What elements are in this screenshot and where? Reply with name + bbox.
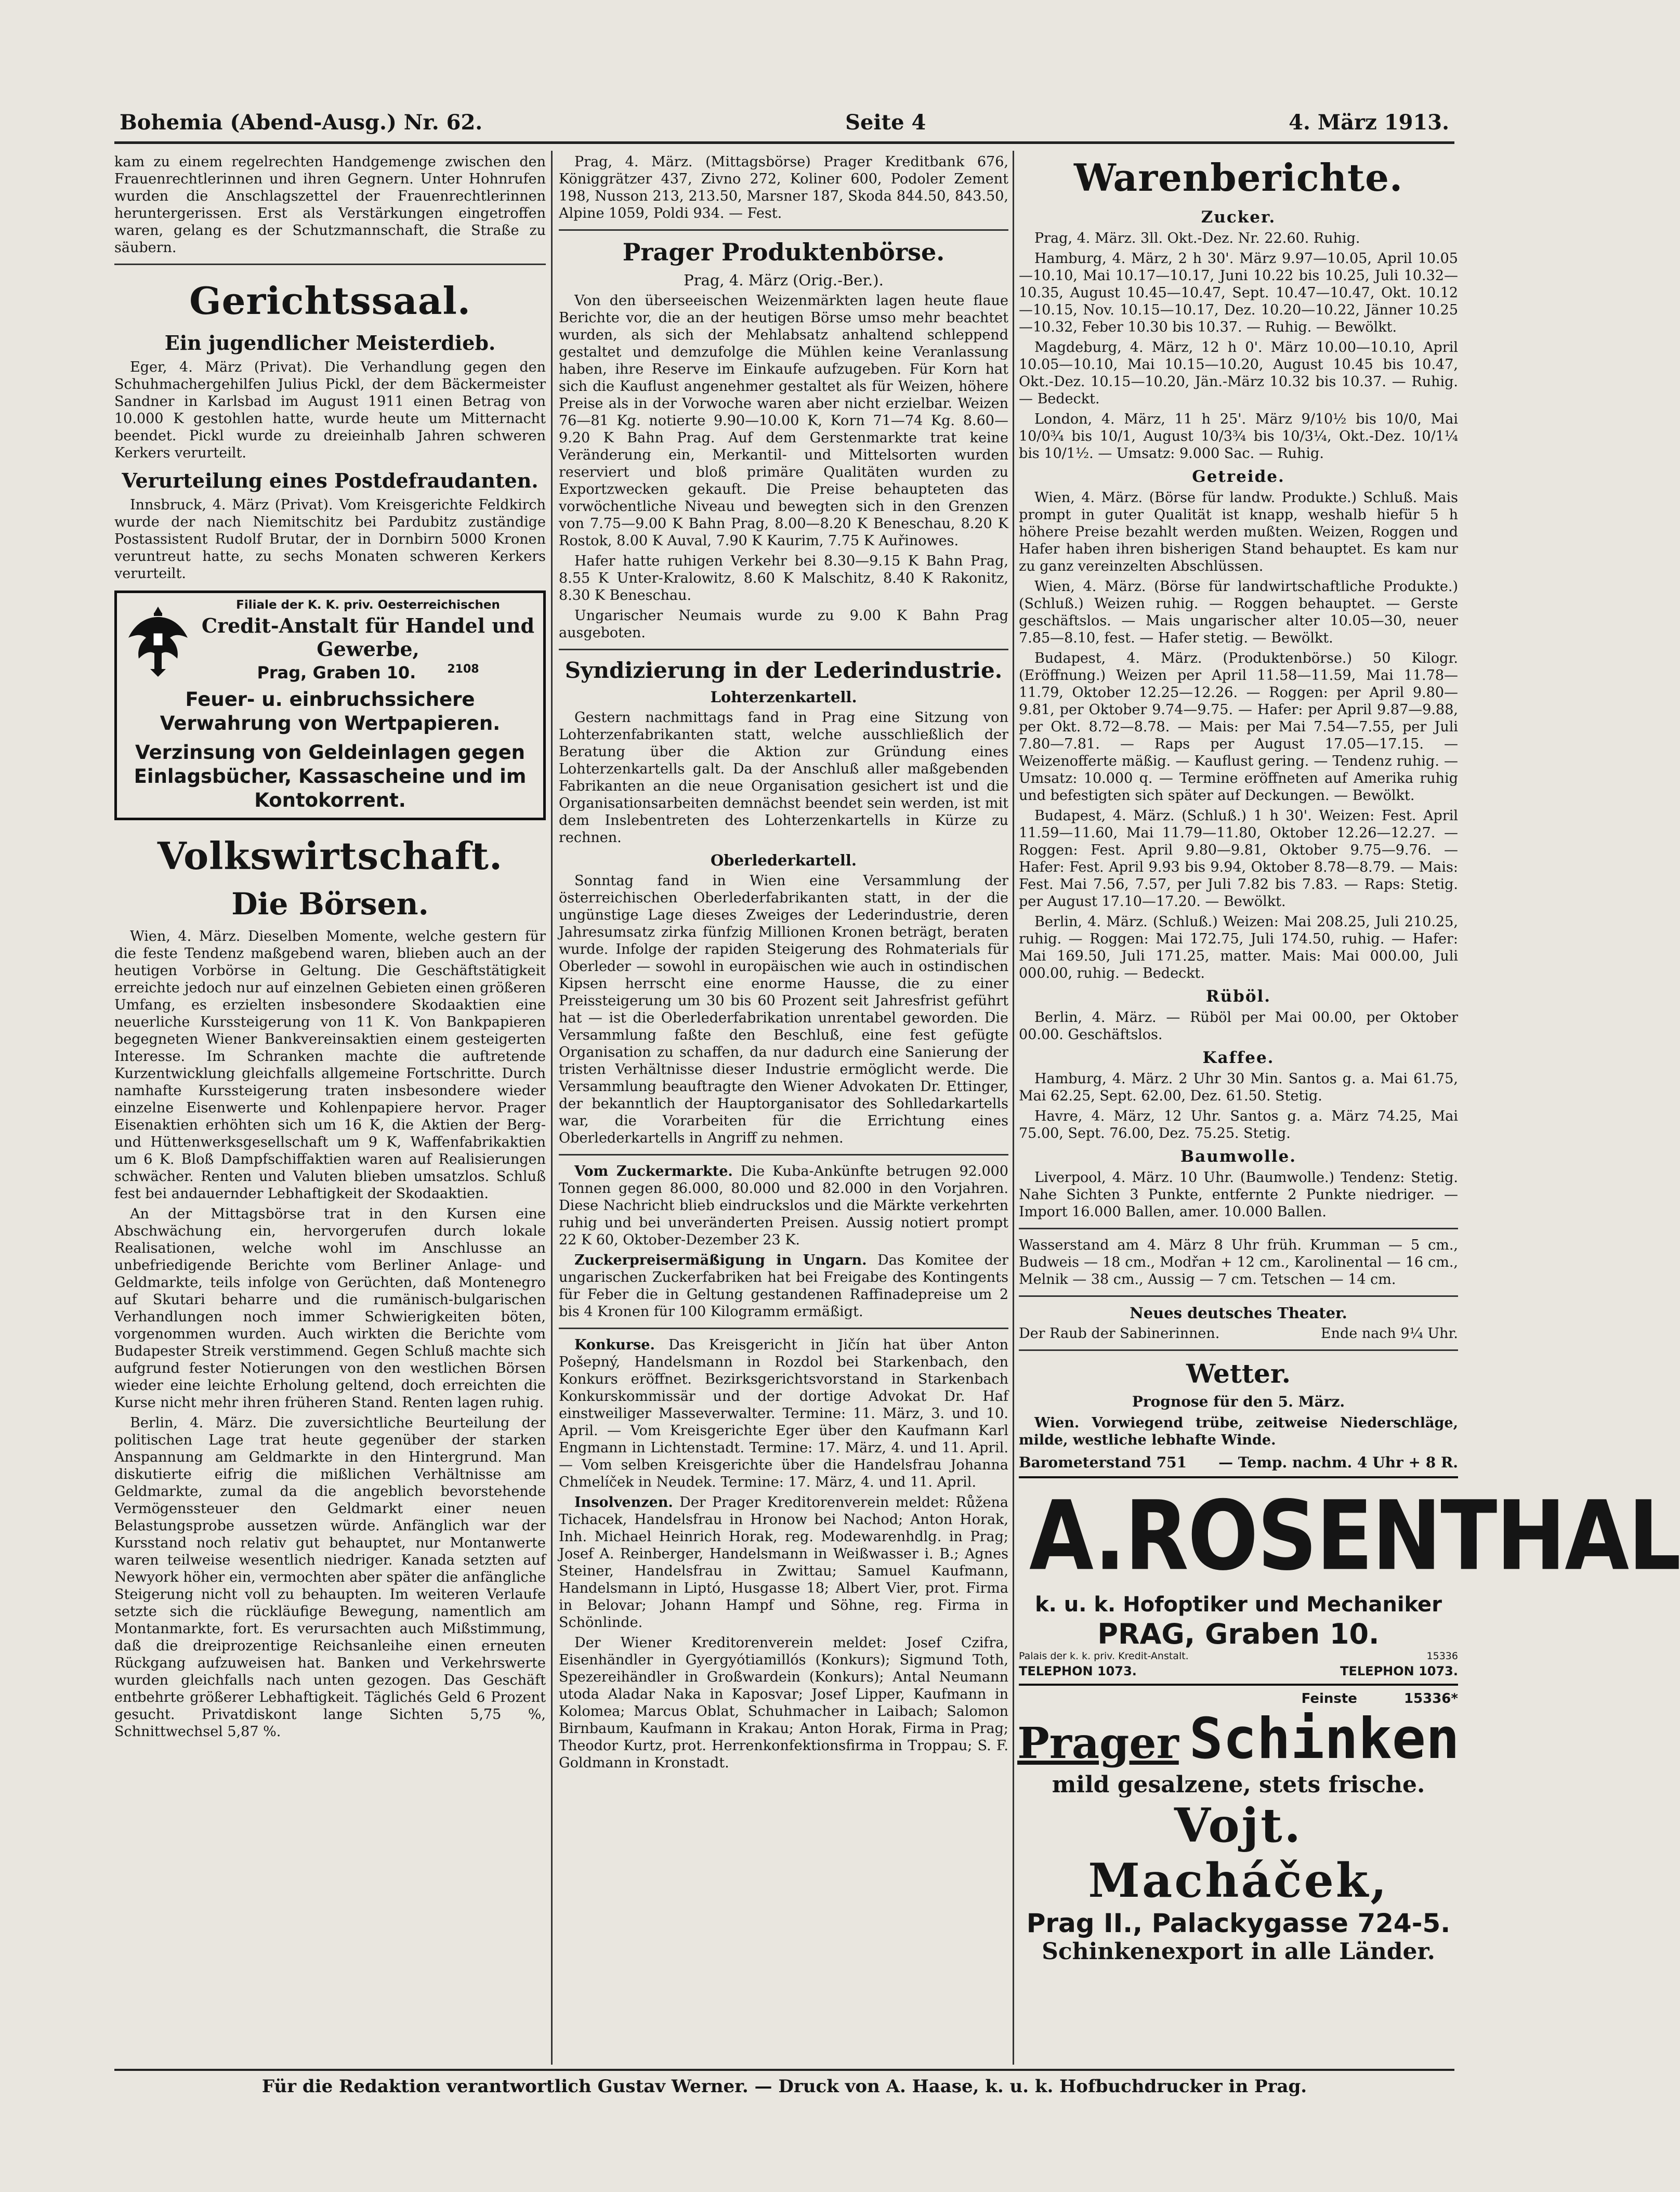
report-zucker-london: London, 4. März, 11 h 25'. März 9/10½ bis 10/0, Mai 10/0¾ bis 10/1, August 10/3¾ bis 10/3¼, Okt.-Dez. 10/1¼ bis 10/1½. — Umsatz: 9.000 Sac. — Ruhig. — [1019, 411, 1458, 462]
article-text-berlin: Berlin, 4. März. Die zuversichtliche Beurteilung der politischen Lage trat heute gegenüber der starken Anspannung am Geldmarkte in den Hintergrund. Man diskutierte eifrig die mißlichen Verhältnisse am Geldmarkte, zumal da die angeblich bevorstehende Vermögenssteuer den Geldmarkt einer neuen Belastungsprobe aussetzen würde. Anfänglich war der Kursstand noch relativ gut behauptet, nur Montanwerte waren teilweise wesentlich niedriger. Kanada setzten auf Newyork höher ein, vermochten aber später die anfängliche Steigerung nicht voll zu behaupten. Im weiteren Verlaufe setzte sich die rückläufige Bewegung, namentlich am Montanmarkte, fort. Es verursachten auch Mißstimmung, daß die dreiprozentige Reichsanleihe einen erneuten Rückgang aufzuweisen hat. Banken und Verkehrswerte wurden gleichfalls nach unten gezogen. Das Geschäft entbehrte größerer Lebhaftigkeit. Täglichés Geld 6 Prozent gesucht. Privatdiskont lange Sichten 5,75 %, Schnittwechsel 5,87 %. — [114, 1415, 546, 1740]
column-rule-2 — [1013, 151, 1014, 2065]
article-text-zuckermarkte: Die Kuba-Ankünfte betrugen 92.000 Tonnen gegen 86.000, 80.000 und 82.000 in den Vorjahren. Diese Nachricht blieb eindruckslos und die Märkte verkehrten ruhig und bei unveränderten Preisen. Aussig notiert prompt 22 K 60, Oktober-Dezember 23 K. — [559, 1163, 1008, 1248]
article-text-mittagsboerse: An der Mittagsbörse trat in den Kursen eine Abschwächung ein, hervorgerufen durch lokale Realisationen, welche wohl im Anschlusse an unbefriedigende Berichte vom Berliner Anlage- und Geldmarkte, teils infolge von Gerüchten, daß Montenegro auf Skutari beharre und die rumänisch-bulgarischen Verhandlungen noch immer Schwierigkeiten böten, vorgenommen wurden. Auch wirkten die Berichte vom Budapester Streik verstimmend. Gegen Schluß machte sich aufgrund fester Notierungen von den westlichen Börsen wieder eine leichte Erholung geltend, doch erreichten die Kurse nicht mehr ihren früheren Stand. Renten lagen ruhig. — [114, 1206, 546, 1411]
article-title-insolvenzen: Insolvenzen. — [574, 1494, 673, 1511]
theater-end: Ende nach 9¼ Uhr. — [1320, 1325, 1458, 1342]
article-text-zuckerpreis: Das Komitee der ungarischen Zuckerfabriken hat bei Freigabe des Kontingents für Feber die in Geltung gestandenen Raffinadepreise um 2 bis 4 Kronen für 100 Kilogramm ermäßigt. — [559, 1252, 1008, 1320]
barometer: Barometerstand 751 — [1019, 1454, 1187, 1471]
article-text-wien: Wien, 4. März. Dieselben Momente, welche gestern für die feste Tendenz maßgebend waren, blieben auch an der heutigen Vorbörse in Geltung. Die Geschäftstätigkeit erreichte jedoch nur auf einzelnen Gebieten einen größeren Umfang, es erzielten insbesondere Skodaaktien eine neuerliche Kurssteigerung von 11 K. Von Bankpapieren begegneten Wiener Bankvereinsaktien einem gesteigerten Interesse. Im Schranken machte die auftretende Kurzentwicklung gleichfalls allgemeine Fortschritte. Durch namhafte Kurssteigerung traten insbesondere wieder einzelne Eisenwerte und Kohlenpapiere hervor. Prager Eisenaktien erhöhten sich um 16 K, die Aktien der Berg- und Hüttenwerksgesellschaft um 9 K, Waffenfabrikaktien um 6 K. Bloß Dampfschiffaktien waren auf Realisierungen schwächer. Renten und Valuten blieben umsatzlos. Schluß fest bei andauernder Lebhaftigkeit der Skodaaktien. — [114, 928, 546, 1202]
report-kaffee-havre: Havre, 4. März, 12 Uhr. Santos g. a. März 74.25, Mai 75.00, Sept. 76.00, Dez. 75.25. Stetig. — [1019, 1108, 1458, 1141]
ad-line-3: Prag, Graben 10. — [257, 663, 416, 682]
article-text-insolvenzen: Der Prager Kreditorenverein meldet: Růžena Tichacek, Handelsfrau in Hronow bei Nachod; Anton Horak, Inh. Michael Heinrich Horak, reg. Modewarenhdlg. in Prag; Josef A. Reinberger, Handelsmann in Weißwasser i. B.; Agnes Steiner, Handelsfrau in Zwittau; Samuel Kaufmann, Handelsmann in Liptó, Husgasse 18; Albert Vier, prot. Firma in Belovar; Johann Hampf und Söhne, reg. Firma in Schönlinde. — [559, 1494, 1008, 1631]
article-title-produktenboerse: Prager Produktenbörse. — [622, 238, 945, 266]
report-getreide-budapest-2: Budapest, 4. März. (Schluß.) 1 h 30'. Weizen: Fest. April 11.59—11.60, Mai 11.79—11.80, Oktober 12.26—12.27. — Roggen: Fest. April 9.80—9.81, Oktober 9.75—9.76. — Hafer: Fest. April 9.93 bis 9.94, Oktober 8.78—8.79. — Mais: Fest. Mai 7.56, 7.57, per Juli 7.82 bis 7.83. — Raps: Stetig. per August 17.10—17.20. — Bewölkt. — [1019, 808, 1458, 910]
rosenthal-telephone-right: TELEPHON 1073. — [1340, 1664, 1458, 1678]
separator — [559, 649, 1008, 650]
article-title-meisterdieb: Ein jugendlicher Meisterdieb. — [164, 331, 496, 355]
separator — [1019, 1228, 1458, 1229]
running-head — [120, 107, 1449, 138]
rosenthal-address: PRAG, Graben 10. — [1097, 1618, 1380, 1650]
separator — [1019, 1476, 1458, 1478]
article-subtitle-produktenboerse: Prag, 4. März (Orig.-Ber.). — [684, 271, 884, 289]
report-getreide-wien-1: Wien, 4. März. (Börse für landw. Produkte.) Schluß. Mais prompt in guter Qualität ist knapp, weshalb hiefür 5 h höhere Preise bezahlt werden mußten. Weizen, Roggen und Hafer haben ihren bisherigen Stand behauptet. Es kam nur zu ganz vereinzelten Abschlüssen. — [1019, 490, 1458, 574]
ad-credit-anstalt — [114, 590, 546, 820]
report-kaffee-hamburg: Hamburg, 4. März. 2 Uhr 30 Min. Santos g. a. Mai 61.75, Mai 62.25, Sept. 62.00, Dez. 61.50. Stetig. — [1019, 1071, 1458, 1104]
article-title-lederindustrie: Syndizierung in der Lederindustrie. — [565, 658, 1003, 683]
rosenthal-telephone-left: TELEPHON 1073. — [1019, 1664, 1137, 1678]
schinken-prager: Prager — [1017, 1718, 1179, 1768]
report-zucker-prag: Prag, 4. März. 3ll. Okt.-Dez. Nr. 22.60. Ruhig. — [1034, 230, 1360, 246]
subhead-baumwolle: Baumwolle. — [1180, 1147, 1297, 1166]
separator — [1019, 1349, 1458, 1351]
footer-imprint: Für die Redaktion verantwortlich Gustav Werner. — Druck von A. Haase, k. u. k. Hofbuchdrucker in Prag. — [114, 2069, 1454, 2107]
column-2 — [559, 153, 1008, 2065]
column-3 — [1017, 153, 1680, 2065]
eagle-icon — [124, 601, 192, 679]
subhead-getreide: Getreide. — [1192, 467, 1285, 486]
article-text-kreditorenverein: Der Wiener Kreditorenverein meldet: Josef Czifra, Eisenhändler in Gyergyótiamillós (Konkurs); Sigmund Toth, Spezereihändler in Großwardein (Konkurs); Antal Neumann utoda Aladar Naka in Kaposvar; Josef Lipper, Kaufmann in Kolomea; Marcus Oblat, Schuhmacher in Laibach; Salomon Birnbaum, Kaufmann in Krakau; Anton Horak, Firma in Prag; Theodor Kurtz, prot. Herrenkonfektionsfirma in Troppau; S. F. Goldmann in Kronstadt. — [559, 1635, 1008, 1771]
theater-head: Neues deutsches Theater. — [1130, 1304, 1347, 1322]
report-rueboel: Berlin, 4. März. — Rüböl per Mai 00.00, per Oktober 00.00. Geschäftslos. — [1019, 1009, 1458, 1043]
subhead-rueboel: Rüböl. — [1205, 987, 1271, 1006]
ad-line-2: Credit-Anstalt für Handel und Gewerbe, — [201, 614, 535, 661]
rosenthal-code: 15336 — [1426, 1650, 1458, 1662]
temperature: — Temp. nachm. 4 Uhr + 8 R. — [1218, 1454, 1458, 1471]
rosenthal-palais: Palais der k. k. priv. Kredit-Anstalt. — [1019, 1650, 1189, 1662]
article-title-postdefraudant: Verurteilung eines Postdefraudanten. — [122, 469, 539, 492]
article-text-hafer: Hafer hatte ruhigen Verkehr bei 8.30—9.15 K Bahn Prag, 8.55 K Unter-Kralowitz, 8.60 K Malschitz, 8.40 K Rakonitz, 8.30 K Beneschau. — [559, 553, 1008, 603]
article-text-postdefraudant: Innsbruck, 4. März (Privat). Vom Kreisgerichte Feldkirch wurde der nach Niemitschitz bei Pardubitz zuständige Postassistent Rudolf Brutar, der in Dornbirn 5000 Kronen veruntreut hatte, zu sechs Monaten schweren Kerkers verurteilt. — [114, 497, 546, 582]
article-text-meisterdieb: Eger, 4. März (Privat). Die Verhandlung gegen den Schuhmachergehilfen Julius Pickl, der dem Bäckermeister Sandner in Karlsbad im August 1911 einen Betrag von 10.000 K gestohlen hatte, wurde heute um Mitternacht beendet. Pickl wurde zu dreieinhalb Jahren schweren Kerkers verurteilt. — [114, 359, 546, 461]
report-getreide-wien-2: Wien, 4. März. (Börse für landwirtschaftliche Produkte.) (Schluß.) Weizen ruhig. — Roggen behauptet. — Gerste geschäftslos. — Mais ungarischer alter 10.05—30, neuer 7.85—8.10, fest. — Hafer stetig. — Bewölkt. — [1019, 579, 1458, 646]
report-baumwolle: Liverpool, 4. März. 10 Uhr. (Baumwolle.) Tendenz: Stetig. Nahe Sichten 3 Punkte, entfernte 2 Punkte niedriger. — Import 16.000 Ballen, amer. 10.000 Ballen. — [1019, 1170, 1458, 1220]
theater-play: Der Raub der Sabinerinnen. — [1019, 1325, 1220, 1342]
report-zucker-hamburg: Hamburg, 4. März, 2 h 30'. März 9.97—10.05, April 10.05—10.10, Mai 10.17—10.17, Juni 10.22 bis 10.25, Juli 10.32—10.35, August 10.45—10.47, Sept. 10.47—10.47, Okt. 10.12—10.15, Nov. 10.15—10.17, Dez. 10.20—10.22, Jänner 10.25—10.32, Feber 10.30 bis 10.37. — Ruhig. — Bewölkt. — [1019, 251, 1458, 335]
article-text-lohterzenkartell: Gestern nachmittags fand in Prag eine Sitzung von Lohterzenfabrikanten statt, welche ausschließlich der Beratung über die Aktion zur Gründung eines Lohterzenkartells galt. Da der Anschluß aller maßgebenden Fabrikanten an die neue Organisation gesichert ist und die Organisationsarbeiten demnächst beendet sein werden, ist mit dem Inslebentreten des Lohterzenkartells in Kürze zu rechnen. — [559, 710, 1008, 846]
rosenthal-name: A.ROSENTHAL — [1029, 1479, 1680, 1592]
schinken-line-1: mild gesalzene, stets frische. — [1052, 1771, 1425, 1798]
section-warenberichte: Warenberichte. — [1073, 155, 1403, 200]
wetter-head: Wetter. — [1186, 1358, 1291, 1389]
rosenthal-sub: k. u. k. Hofoptiker und Mechaniker — [1035, 1593, 1442, 1617]
wetter-text: Wien. Vorwiegend trübe, zeitweise Niederschläge, milde, westliche lebhafte Winde. — [1019, 1415, 1458, 1448]
wetter-prognose: Prognose für den 5. März. — [1132, 1393, 1345, 1410]
article-title-boersen: Die Börsen. — [231, 886, 429, 922]
ad-schinken — [1019, 1691, 1458, 1965]
article-text-produktenboerse: Von den überseeischen Weizenmärkten lagen heute flaue Berichte vor, die an der heutigen Börse umso mehr beachtet wurden, als sich der Mehlabsatz anhaltend schleppend gestaltet und demzufolge die Mühlen keine Veranlassung haben, ihre Reserve im Einkaufe aufzugeben. Für Korn hat sich die Kauflust angenehmer gestaltet als für Weizen, höhere Preise als in der Vorwoche waren aber nicht erzielbar. Weizen 76—81 Kg. notierte 9.90—10.00 K, Korn 71—74 Kg. 8.60—9.20 K Bahn Prag. Auf dem Gerstenmarkte trat keine Veränderung ein, Merkantil- und Mittelsorten wurden reserviert und bloß primäre Qualitäten wurden zu Exportzwecken gekauft. Die Preise behaupteten das vorwöchentliche Niveau und bewegten sich in den Grenzen von 7.75—9.00 K Bahn Prag, 8.00—8.20 K Beneschau, 8.20 K Rostok, 8.00 K Auval, 7.90 K Kaurim, 7.75 K Auřinowes. — [559, 293, 1008, 549]
separator — [114, 264, 546, 265]
ad-line-5: Verzinsung von Geldeinlagen gegen Einlagsbücher, Kassascheine und im Kontokorrent. — [134, 741, 527, 811]
section-gerichtssaal: Gerichtssaal. — [189, 279, 471, 323]
article-title-zuckermarkte: Vom Zuckermarkte. — [574, 1163, 733, 1179]
column-1 — [114, 153, 546, 2065]
ad-rosenthal — [1019, 1479, 1680, 1678]
separator — [1019, 1684, 1458, 1686]
separator — [1019, 1295, 1458, 1297]
subhead-zucker: Zucker. — [1201, 208, 1276, 227]
ad-line-4: Feuer- u. einbruchssichere Verwahrung von Wertpapieren. — [160, 688, 501, 734]
schinken-feinste: Feinste — [1301, 1691, 1357, 1707]
subhead-lohterzenkartell: Lohterzenkartell. — [710, 688, 857, 706]
article-text-konkurse: Das Kreisgericht in Jičín hat über Anton Pošepný, Handelsmann in Rozdol bei Starkenbach, den Konkurs eröffnet. Bezirksgerichtsvorstand in Starkenbach Konkurskommissär und der dortige Advokat Dr. Haf einstweiliger Masseverwalter. Termine: 11. März, 3. und 10. April. — Vom Kreisgerichte Eger über den Kaufmann Karl Engmann in Lichtenstadt. Termine: 17. März, 4. und 11. April. — Vom selben Kreisgerichte über die Handelsfrau Johanna Chmelíček in Neudek. Termine: 17. März, 4. und 11. April. — [559, 1337, 1008, 1490]
section-volkswirtschaft: Volkswirtschaft. — [157, 834, 503, 878]
issue-date: 4. März 1913. — [1289, 110, 1449, 135]
subhead-kaffee: Kaffee. — [1202, 1048, 1275, 1067]
schinken-code: 15336* — [1403, 1691, 1458, 1707]
column-rule-1 — [551, 151, 553, 2065]
schinken-vendor: Vojt. Macháček, — [1088, 1798, 1389, 1908]
article-text-mais: Ungarischer Neumais wurde zu 9.00 K Bahn Prag ausgeboten. — [559, 608, 1008, 641]
separator — [559, 1328, 1008, 1329]
schinken-address: Prag II., Palackygasse 724-5. — [1026, 1908, 1451, 1938]
intro-text: kam zu einem regelrechten Handgemenge zwischen den Frauenrechtlerinnen und ihren Gegnern. Unter Hohnrufen wurden die Anschlagszettel der Frauenrechtlerinnen heruntergerissen. Erst als Verstärkungen eingetroffen waren, gelang es der Schutzmannschaft, die Straße zu säubern. — [114, 154, 546, 256]
subhead-oberlederkartell: Oberlederkartell. — [711, 851, 857, 869]
schinken-title: Schinken — [1189, 1707, 1460, 1771]
separator — [559, 1154, 1008, 1156]
article-text-prag-mittag: Prag, 4. März. (Mittagsbörse) Prager Kreditbank 676, Königgrätzer 437, Zivno 272, Koliner 600, Podoler Zement 198, Nusson 213, 213.50, Marsner 187, Skoda 844.50, 843.50, Alpine 1059, Poldi 934. — Fest. — [559, 154, 1008, 221]
report-getreide-budapest-1: Budapest, 4. März. (Produktenbörse.) 50 Kilogr. (Eröffnung.) Weizen per April 11.58—11.59, Mai 11.78—11.79, Oktober 12.25—12.26. — Roggen: per April 9.80—9.81, per Oktober 9.74—9.75. — Hafer: per April 9.87—9.88, per Okt. 8.72—8.78. — Mais: per Mai 7.54—7.55, per Juli 7.80—7.81. — Raps per August 17.05—17.15. — Weizenofferte mäßig. — Kauflust gering. — Tendenz ruhig. — Umsatz: 10.000 q. — Termine eröffneten auf Amerika ruhig und befestigten sich später auf Deckungen. — Bewölkt. — [1019, 650, 1458, 804]
ad-line-1: Filiale der K. K. priv. Oesterreichischen — [236, 598, 500, 612]
article-title-zuckerpreis: Zuckerpreisermäßigung in Ungarn. — [574, 1252, 867, 1268]
report-wasserstand: Wasserstand am 4. März 8 Uhr früh. Krumman — 5 cm., Budweis — 18 cm., Modřan + 12 cm., Karolinental — 16 cm., Melnik — 38 cm., Aussig — 7 cm. Tetschen — 14 cm. — [1019, 1237, 1458, 1288]
report-getreide-berlin: Berlin, 4. März. (Schluß.) Weizen: Mai 208.25, Juli 210.25, ruhig. — Roggen: Mai 172.75, Juli 174.50, ruhig. — Hafer: Mai 169.50, Juli 171.25, matter. Mais: Mai 000.00, Juli 000.00, ruhig. — Bedeckt. — [1019, 914, 1458, 981]
article-text-oberlederkartell: Sonntag fand in Wien eine Versammlung der österreichischen Oberlederfabrikanten statt, in der die ungünstige Lage dieses Zweiges der Lederindustrie, deren Jahresumsatz zirka fünfzig Millionen Kronen beträgt, beraten wurde. Infolge der rapiden Steigerung des Rohmaterials für Oberleder — sowohl in europäischen wie auch in ostindischen Kipsen herrscht eine enorme Hausse, die zu einer Preissteigerung um 30 bis 60 Prozent seit Jahresfrist geführt hat — ist die Oberlederfabrikation unrentabel geworden. Die Versammlung faßte den Beschluß, eine fest gefügte Organisation zu schaffen, da nur dadurch eine Sanierung der tristen Verhältnisse dieser Industrie ermöglicht werde. Die Versammlung beauftragte den Wiener Advokaten Dr. Ettinger, der bekanntlich der Hauptorganisator des Sohlledarkartells war, die Vorarbeiten für die Errichtung eines Oberlederkartells in Angriff zu nehmen. — [559, 873, 1008, 1146]
header-rule — [114, 141, 1454, 144]
separator — [559, 229, 1008, 231]
schinken-export: Schinkenexport in alle Länder. — [1042, 1938, 1435, 1965]
ad-code: 2108 — [447, 663, 479, 676]
article-title-konkurse: Konkurse. — [574, 1337, 655, 1353]
running-head-left: Bohemia (Abend-Ausg.) Nr. 62. — [120, 110, 483, 135]
page-number: Seite 4 — [845, 110, 926, 135]
report-zucker-magdeburg: Magdeburg, 4. März, 12 h 0'. März 10.00—10.10, April 10.05—10.10, Mai 10.15—10.20, August 10.45 bis 10.47, Okt.-Dez. 10.15—10.20, Jän.-März 10.32 bis 10.37. — Ruhig. — Bedeckt. — [1019, 339, 1458, 407]
